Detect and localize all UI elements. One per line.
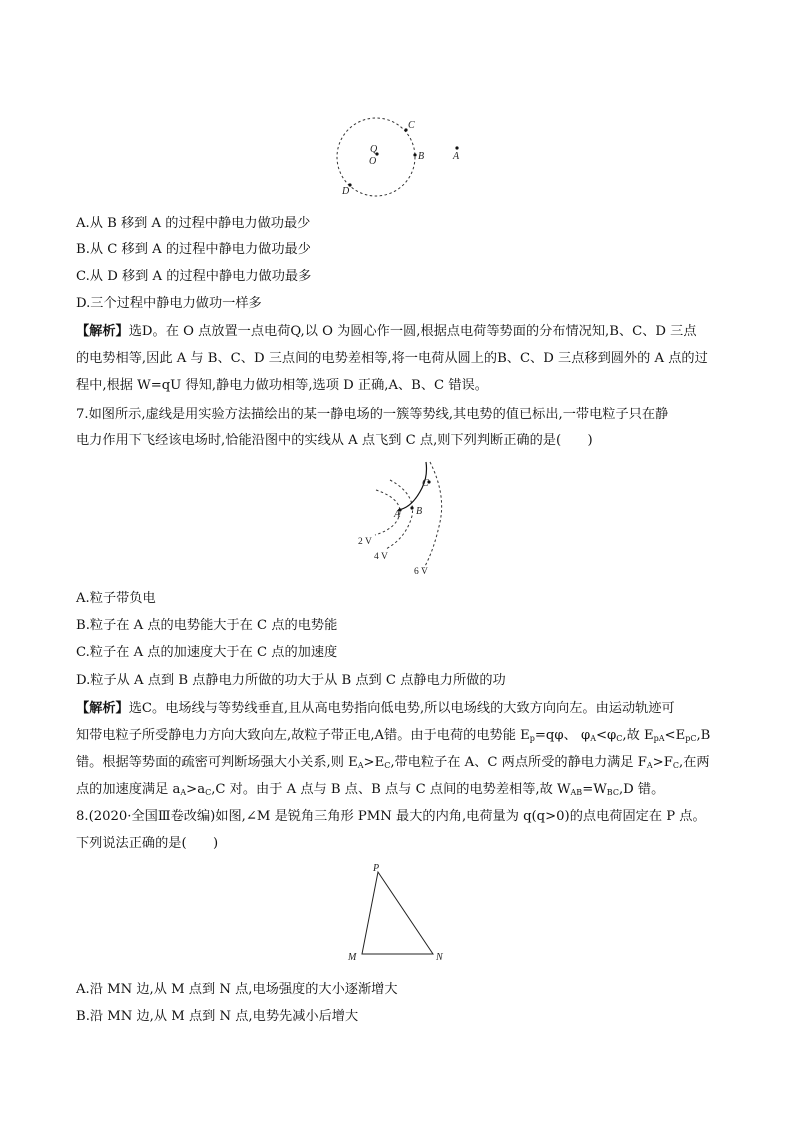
q8-stem-line-1: 8.(2020·全国Ⅲ卷改编)如图,∠M 是锐角三角形 PMN 最大的内角,电荷量为 q(q>0)的点电荷固定在 P 点。	[76, 809, 706, 824]
label-c: C	[408, 120, 415, 131]
q8-option-b: B.沿 MN 边,从 M 点到 N 点,电势先减小后增大	[76, 1009, 359, 1024]
analysis-tag: 【解析】	[76, 324, 129, 339]
label-a: A	[394, 509, 401, 520]
label-o: O	[369, 156, 377, 167]
q7-analysis-line-1: 【解析】选C。电场线与等势线垂直,且从高电势指向低电势,所以电场线的大致方向向左。由运动轨迹可	[76, 701, 675, 716]
q6-option-d: D.三个过程中静电力做功一样多	[76, 296, 262, 311]
q6-option-c: C.从 D 移到 A 的过程中静电力做功最多	[76, 269, 312, 284]
label-q: Q	[370, 144, 378, 155]
equipotential-diagram	[350, 458, 450, 580]
q6-option-a: A.从 B 移到 A 的过程中静电力做功最少	[76, 216, 311, 231]
q8-option-a: A.沿 MN 边,从 M 点到 N 点,电场强度的大小逐渐增大	[76, 982, 398, 997]
voltage-2v: 2 V	[358, 537, 372, 547]
label-c: C	[422, 478, 429, 489]
triangle-pmn	[362, 872, 433, 954]
label-b: B	[416, 506, 423, 517]
label-a: A	[453, 151, 460, 162]
point-b-dot	[410, 506, 413, 509]
q6-option-b: B.从 C 移到 A 的过程中静电力做功最少	[76, 242, 311, 257]
q6-analysis-line-2: 的电势相等,因此 A 与 B、C、D 三点间的电势差相等,将一电荷从圆上的B、C、D 三点移到圆外的 A 点的过	[76, 351, 708, 366]
label-n: N	[436, 952, 443, 963]
label-p: P	[373, 863, 380, 874]
label-d: D	[342, 186, 350, 197]
point-a-dot	[455, 146, 458, 149]
q7-analysis-line-4: 点的加速度满足 $a_A>a_C,C$ 对。由于 A 点与 B 点、B 点与 C 点间的电势差相等,故 $W_{AB}=W_{BC},D$ 错。	[76, 782, 665, 797]
analysis-tag: 【解析】	[76, 701, 129, 716]
q7-stem-line-2: 电力作用下飞经该电场时,恰能沿图中的实线从 A 点飞到 C 点,则下列判断正确的是( )	[76, 433, 593, 448]
q6-analysis-line-3: 程中,根据 W=qU 得知,静电力做功相等,选项 D 正确,A、B、C 错误。	[76, 378, 488, 393]
label-m: M	[348, 952, 357, 963]
q7-option-d: D.粒子从 A 点到 B 点静电力所做的功大于从 B 点到 C 点静电力所做的功	[76, 673, 506, 688]
point-b-dot	[413, 153, 416, 156]
q7-analysis-line-2: 知带电粒子所受静电力方向大致向左,故粒子带正电,A错。由于电荷的电势能 $E_p=q\varphi$、 $\varphi_A<\varphi_C$,故 $E_{pA}<E_{pC},B$	[76, 728, 711, 743]
q7-stem-line-1: 7.如图所示,虚线是用实验方法描绘出的某一静电场的一簇等势线,其电势的值已标出,一带电粒子只在静	[76, 407, 669, 422]
label-b: B	[418, 151, 425, 162]
q8-stem-line-2: 下列说法正确的是( )	[76, 836, 219, 851]
voltage-6v: 6 V	[414, 567, 428, 577]
voltage-4v: 4 V	[374, 552, 388, 562]
q7-option-a: A.粒子带负电	[76, 591, 156, 606]
q6-analysis-line-1: 【解析】选D。在 O 点放置一点电荷Q,以 O 为圆心作一圆,根据点电荷等势面的分布情况知,B、C、D 三点	[76, 324, 697, 339]
q7-option-b: B.粒子在 A 点的电势能大于在 C 点的电势能	[76, 618, 338, 633]
q7-option-c: C.粒子在 A 点的加速度大于在 C 点的加速度	[76, 645, 338, 660]
triangle-diagram	[340, 862, 460, 967]
q7-analysis-line-3: 错。根据等势面的疏密可判断场强大小关系,则 $E_A>E_C$,带电粒子在 A、C 两点所受的静电力满足 $F_A>F_C$,在两	[76, 755, 710, 770]
circle-diagram	[320, 108, 480, 203]
